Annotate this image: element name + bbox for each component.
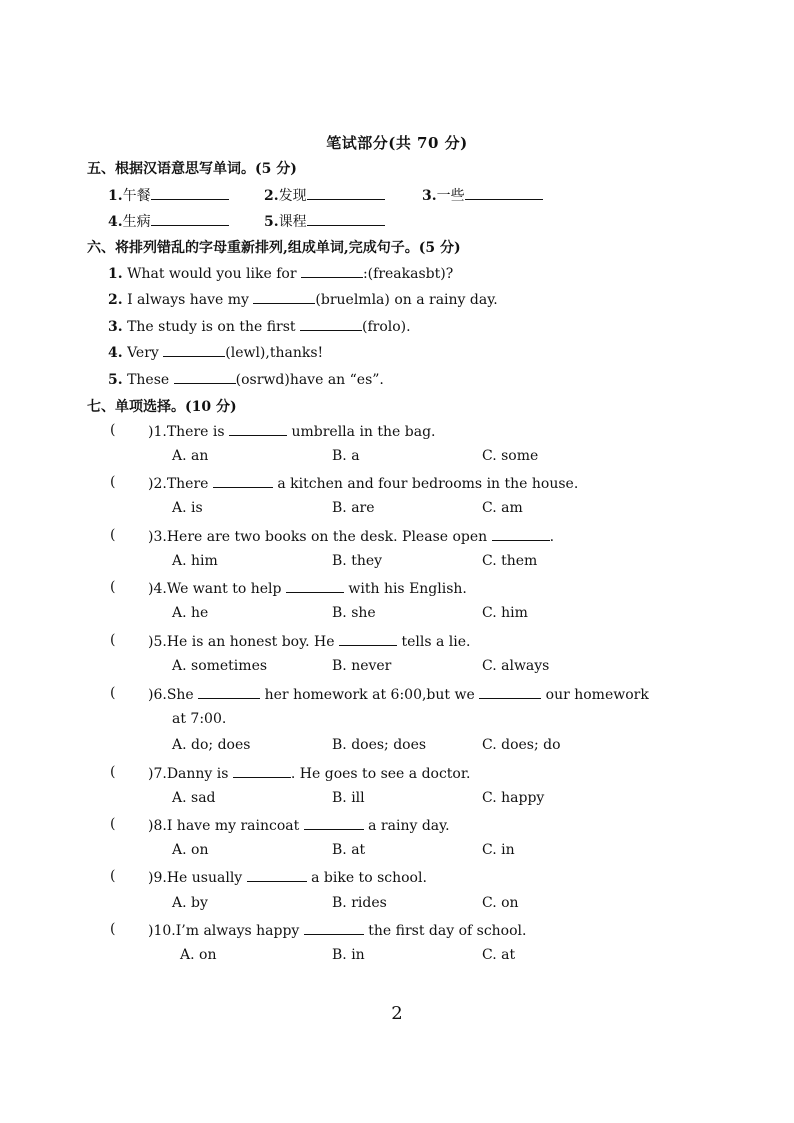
answer-paren[interactable]: ( xyxy=(110,527,116,543)
answer-blank[interactable] xyxy=(253,290,315,304)
vocab-item: 5.课程 xyxy=(264,211,385,231)
vocab-item: 1.午餐 xyxy=(108,185,229,205)
option-c[interactable]: C. some xyxy=(482,448,539,464)
option-a[interactable]: A. sad xyxy=(172,790,216,806)
question-text: )10.I’m always happy the first day of school. xyxy=(148,923,527,939)
answer-blank[interactable] xyxy=(304,921,364,935)
option-a[interactable]: A. on xyxy=(172,842,209,858)
question-text: )3.Here are two books on the desk. Please open . xyxy=(148,529,555,545)
vocab-item: 2.发现 xyxy=(264,185,385,205)
answer-blank[interactable] xyxy=(307,212,385,226)
option-a[interactable]: A. him xyxy=(172,553,218,569)
option-c[interactable]: C. them xyxy=(482,553,538,569)
question-text: )8.I have my raincoat a rainy day. xyxy=(148,818,450,834)
question-text: )6.She her homework at 6:00,but we our homework xyxy=(148,687,649,703)
option-c[interactable]: C. in xyxy=(482,842,515,858)
answer-blank[interactable] xyxy=(151,186,229,200)
answer-blank[interactable] xyxy=(198,685,260,699)
answer-blank[interactable] xyxy=(339,632,397,646)
answer-paren[interactable]: ( xyxy=(110,579,116,595)
answer-blank[interactable] xyxy=(301,264,363,278)
option-c[interactable]: C. am xyxy=(482,500,523,516)
option-b[interactable]: B. ill xyxy=(332,790,365,806)
option-b[interactable]: B. are xyxy=(332,500,375,516)
answer-blank[interactable] xyxy=(479,685,541,699)
vocab-item: 3.一些 xyxy=(422,185,543,205)
unscramble-item: 5. These (osrwd)have an “es”. xyxy=(108,372,384,388)
option-c[interactable]: C. him xyxy=(482,605,528,621)
option-b[interactable]: B. at xyxy=(332,842,366,858)
answer-blank[interactable] xyxy=(307,186,385,200)
answer-blank[interactable] xyxy=(247,868,307,882)
section6-heading: 六、将排列错乱的字母重新排列,组成单词,完成句子。(5 分) xyxy=(87,240,461,256)
page-title: 笔试部分(共 70 分) xyxy=(326,134,468,152)
answer-blank[interactable] xyxy=(492,527,550,541)
answer-blank[interactable] xyxy=(163,343,225,357)
option-c[interactable]: C. happy xyxy=(482,790,545,806)
answer-paren[interactable]: ( xyxy=(110,921,116,937)
option-c[interactable]: C. on xyxy=(482,895,519,911)
question-text: )7.Danny is . He goes to see a doctor. xyxy=(148,766,471,782)
question-text: )2.There a kitchen and four bedrooms in the house. xyxy=(148,476,579,492)
answer-blank[interactable] xyxy=(174,370,236,384)
answer-blank[interactable] xyxy=(304,816,364,830)
option-a[interactable]: A. an xyxy=(172,448,209,464)
answer-blank[interactable] xyxy=(213,474,273,488)
question-text: )5.He is an honest boy. He tells a lie. xyxy=(148,634,471,650)
answer-paren[interactable]: ( xyxy=(110,685,116,701)
answer-blank[interactable] xyxy=(300,317,362,331)
answer-paren[interactable]: ( xyxy=(110,632,116,648)
answer-blank[interactable] xyxy=(151,212,229,226)
unscramble-item: 1. What would you like for :(freakasbt)? xyxy=(108,266,454,282)
question-text: )1.There is umbrella in the bag. xyxy=(148,424,436,440)
vocab-item: 4.生病 xyxy=(108,211,229,231)
question-text: )4.We want to help with his English. xyxy=(148,581,467,597)
option-a[interactable]: A. do; does xyxy=(172,737,251,753)
option-a[interactable]: A. on xyxy=(180,947,217,963)
answer-blank[interactable] xyxy=(229,422,287,436)
unscramble-item: 4. Very (lewl),thanks! xyxy=(108,345,324,361)
option-b[interactable]: B. rides xyxy=(332,895,387,911)
unscramble-item: 3. The study is on the first (frolo). xyxy=(108,319,411,335)
option-a[interactable]: A. sometimes xyxy=(172,658,268,674)
page-number: 2 xyxy=(391,1003,403,1024)
answer-blank[interactable] xyxy=(465,186,543,200)
answer-paren[interactable]: ( xyxy=(110,816,116,832)
answer-paren[interactable]: ( xyxy=(110,474,116,490)
option-b[interactable]: B. does; does xyxy=(332,737,427,753)
option-a[interactable]: A. is xyxy=(172,500,203,516)
option-c[interactable]: C. does; do xyxy=(482,737,561,753)
option-b[interactable]: B. in xyxy=(332,947,365,963)
unscramble-item: 2. I always have my (bruelmla) on a rainy day. xyxy=(108,292,498,308)
option-b[interactable]: B. never xyxy=(332,658,392,674)
question-text: )9.He usually a bike to school. xyxy=(148,870,427,886)
section5-heading: 五、根据汉语意思写单词。(5 分) xyxy=(87,161,297,177)
answer-paren[interactable]: ( xyxy=(110,764,116,780)
section7-heading: 七、单项选择。(10 分) xyxy=(87,399,237,415)
question-text-continued: at 7:00. xyxy=(172,711,227,727)
option-b[interactable]: B. they xyxy=(332,553,383,569)
answer-paren[interactable]: ( xyxy=(110,422,116,438)
option-b[interactable]: B. she xyxy=(332,605,376,621)
answer-paren[interactable]: ( xyxy=(110,868,116,884)
option-c[interactable]: C. always xyxy=(482,658,550,674)
answer-blank[interactable] xyxy=(286,579,344,593)
option-b[interactable]: B. a xyxy=(332,448,360,464)
option-a[interactable]: A. he xyxy=(172,605,209,621)
option-c[interactable]: C. at xyxy=(482,947,516,963)
option-a[interactable]: A. by xyxy=(172,895,208,911)
answer-blank[interactable] xyxy=(233,764,291,778)
